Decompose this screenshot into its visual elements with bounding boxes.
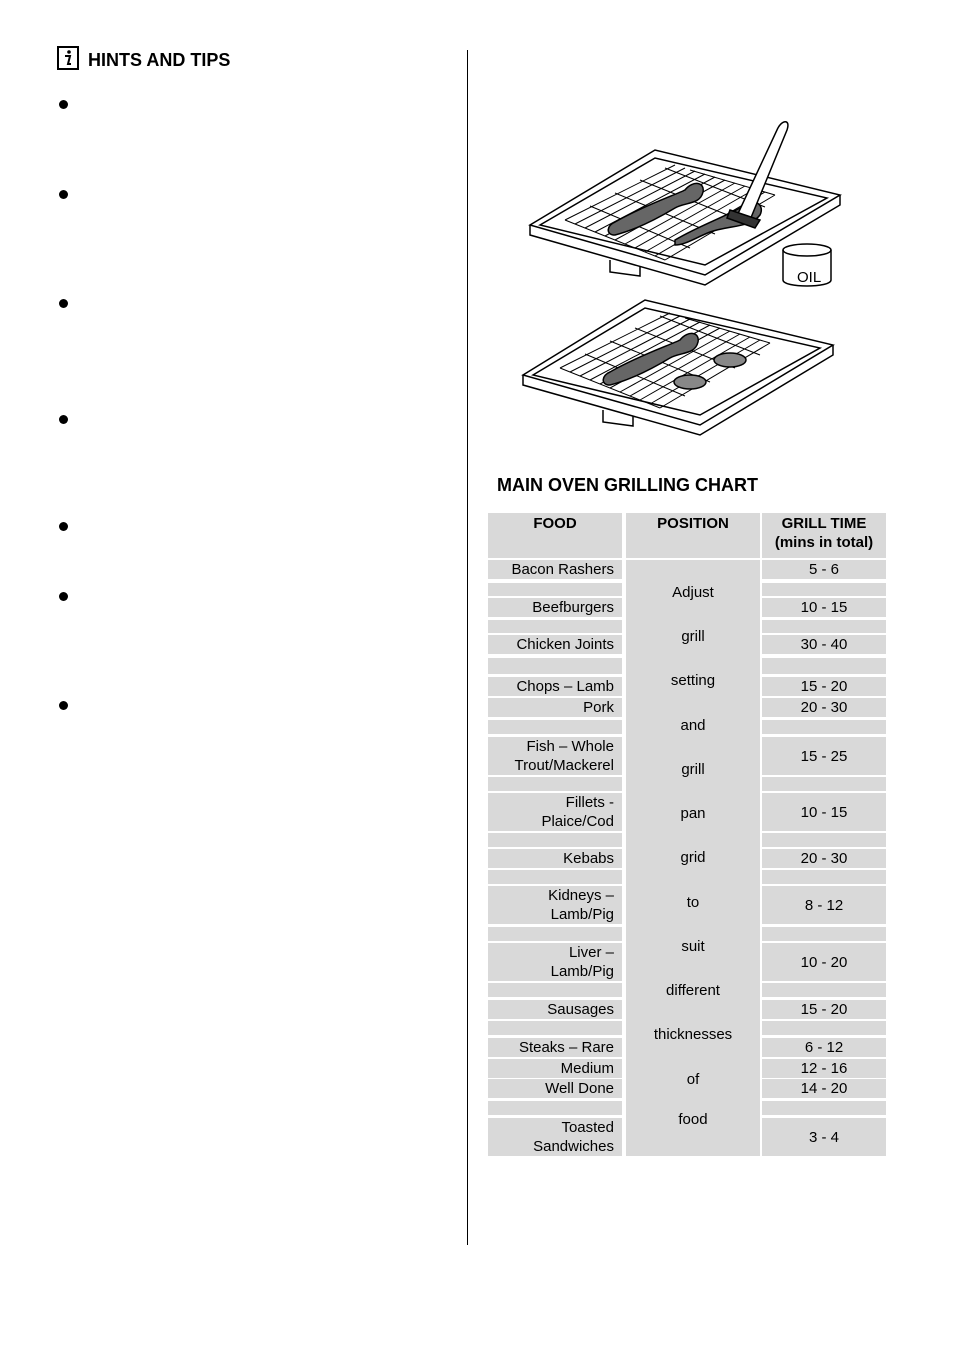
spacer-cell <box>488 658 622 674</box>
food-cell: Kidneys – Lamb/Pig <box>488 886 622 924</box>
header-grill-time <box>762 513 886 558</box>
bullet-5 <box>59 522 68 531</box>
food-cell: Beefburgers <box>488 598 622 617</box>
spacer-cell <box>488 1101 622 1115</box>
food-cell: Liver – Lamb/Pig <box>488 943 622 981</box>
bullet-6 <box>59 592 68 601</box>
time-cell: 3 - 4 <box>762 1118 886 1156</box>
section-title: HINTS AND TIPS <box>88 50 231 70</box>
spacer-cell <box>762 1101 886 1115</box>
food-cell: Toasted Sandwiches <box>488 1118 622 1156</box>
spacer-cell <box>488 983 622 997</box>
spacer-cell <box>488 720 622 734</box>
position-word: setting <box>670 672 716 689</box>
time-cell: 6 - 12 <box>762 1038 886 1057</box>
info-icon <box>57 46 79 70</box>
spacer-cell <box>762 833 886 847</box>
food-cell: Fish – Whole Trout/Mackerel <box>488 737 622 775</box>
spacer-cell <box>762 983 886 997</box>
header-food: FOOD <box>488 513 622 558</box>
grill-pan-illustration <box>515 110 850 440</box>
time-cell: 20 - 30 <box>762 698 886 717</box>
time-cell: 10 - 15 <box>762 793 886 831</box>
spacer-cell <box>762 777 886 791</box>
position-column <box>626 560 760 1156</box>
time-cell: 30 - 40 <box>762 635 886 654</box>
time-cell: 10 - 20 <box>762 943 886 981</box>
time-cell: 12 - 16 <box>762 1059 886 1078</box>
oil-label: OIL <box>797 269 822 286</box>
spacer-cell <box>762 620 886 633</box>
food-cell: Sausages <box>488 1000 622 1019</box>
position-word: food <box>678 1111 708 1128</box>
spacer-cell <box>488 583 622 596</box>
spacer-cell <box>488 833 622 847</box>
position-word: suit <box>681 938 705 955</box>
spacer-cell <box>762 720 886 734</box>
bullet-3 <box>59 299 68 308</box>
position-word: pan <box>680 805 706 822</box>
spacer-cell <box>488 777 622 791</box>
spacer-cell <box>762 583 886 596</box>
position-word: grill <box>681 628 705 645</box>
spacer-cell <box>488 927 622 941</box>
bullet-7 <box>59 701 68 710</box>
spacer-cell <box>762 927 886 941</box>
header-grill-time-line2: (mins in total) <box>774 534 874 551</box>
time-cell: 20 - 30 <box>762 849 886 868</box>
spacer-cell <box>762 658 886 674</box>
header-grill-time-line1: GRILL TIME <box>781 515 867 532</box>
position-word: and <box>680 717 706 734</box>
food-cell: Well Done <box>488 1079 622 1098</box>
food-cell: Bacon Rashers <box>488 560 622 579</box>
spacer-cell <box>762 1021 886 1035</box>
position-word: to <box>686 894 700 911</box>
chart-title: MAIN OVEN GRILLING CHART <box>497 475 758 495</box>
time-cell: 15 - 20 <box>762 677 886 696</box>
food-cell: Pork <box>488 698 622 717</box>
spacer-cell <box>488 1021 622 1035</box>
food-cell: Fillets - Plaice/Cod <box>488 793 622 831</box>
spacer-cell <box>488 870 622 884</box>
food-cell: Steaks – Rare <box>488 1038 622 1057</box>
position-word: different <box>666 982 720 999</box>
time-cell: 15 - 25 <box>762 737 886 775</box>
bullet-4 <box>59 415 68 424</box>
food-cell: Chicken Joints <box>488 635 622 654</box>
spacer-cell <box>762 870 886 884</box>
position-word: of <box>686 1071 700 1088</box>
position-word: grill <box>681 761 705 778</box>
spacer-cell <box>488 620 622 633</box>
time-cell: 8 - 12 <box>762 886 886 924</box>
time-cell: 14 - 20 <box>762 1079 886 1098</box>
header-position: POSITION <box>626 513 760 558</box>
position-word: Adjust <box>672 584 714 601</box>
column-divider <box>467 50 468 1245</box>
bullet-2 <box>59 190 68 199</box>
grilling-chart-table <box>488 513 886 1156</box>
food-cell: Chops – Lamb <box>488 677 622 696</box>
bullet-1 <box>59 100 68 109</box>
position-word: grid <box>680 849 706 866</box>
food-cell: Medium <box>488 1059 622 1078</box>
time-cell: 10 - 15 <box>762 598 886 617</box>
position-word: thicknesses <box>653 1026 733 1043</box>
time-cell: 15 - 20 <box>762 1000 886 1019</box>
food-cell: Kebabs <box>488 849 622 868</box>
time-cell: 5 - 6 <box>762 560 886 579</box>
